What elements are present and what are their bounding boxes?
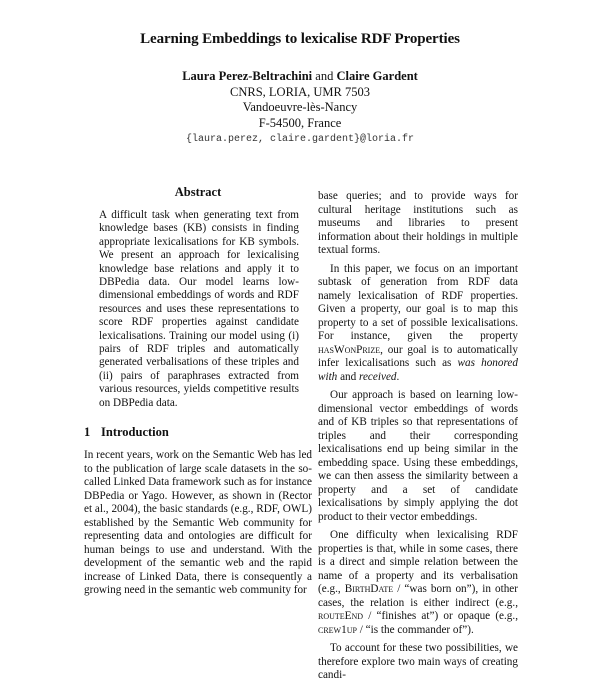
right-paragraph-4-text-d: / “is the commander of”). <box>356 623 474 636</box>
right-paragraph-4-text-a: One difficulty when lexicalising RDF properties is that, while in some cases, there is a direct and simple relation between the name of a property and its verbalisation (e.g., <box>318 529 518 595</box>
author-names <box>0 69 600 85</box>
author-email: {laura.perez, claire.gardent}@loria.fr <box>185 134 415 145</box>
property-crew1up: crew1up <box>318 623 357 636</box>
example-lexicalisation-1: was honored with <box>318 357 518 383</box>
section-number: 1 <box>84 425 91 439</box>
author-block <box>0 69 600 148</box>
property-routeend: routeEnd <box>318 610 364 622</box>
right-column-body <box>318 190 518 683</box>
left-column-body <box>84 449 312 598</box>
intro-paragraph-1: In recent years, work on the Semantic Web has led to the publication of large scale datasets in the so-called Linked Data framework such as for instance DBPedia or Yago. However, as shown in (Rector et al., 2004), the basic standards (e.g., RDF, OWL) established by the Semantic Web community for representing data and ontologies are difficult for human beings to use and understand. With the development of the semantic web and the rapid increase of Linked Data, there is consequently a growing need in the semantic web community for <box>84 449 312 596</box>
section-heading-introduction <box>84 425 312 440</box>
author-1: Laura Perez-Beltrachini <box>182 69 313 83</box>
author-postal: F-54500, France <box>258 115 342 130</box>
right-paragraph-2 <box>318 263 518 385</box>
right-paragraph-2-text-b: , our goal is to automatically infer lexicalisations such as <box>318 343 518 369</box>
section-title: Introduction <box>101 425 169 439</box>
property-haswonprize: hasWonPrize <box>318 343 381 356</box>
abstract-text <box>99 209 299 410</box>
example-lexicalisation-2: received <box>359 370 397 383</box>
paper-title: Learning Embeddings to lexicalise RDF Properties <box>140 31 460 47</box>
right-paragraph-3: Our approach is based on learning low-dimensional vector embeddings of words and of KB triples so that representations of triples and their corresponding lexicalisations end up being similar in the embedding space. Using these embeddings, we can then assess the similarity between a property and a set of candidate lexicalisations by simply applying the dot product to their vector embeddings. <box>318 389 518 523</box>
right-paragraph-2-text-a: In this paper, we focus on an important subtask of generation from RDF data namely lexicalisation of RDF properties. Given a property, our goal is to map this property to a set of possible lexicalisations. For instance, given the property <box>318 262 518 342</box>
author-city: Vandoeuvre-lès-Nancy <box>242 100 358 114</box>
right-paragraph-5: To account for these two possibilities, we therefore explore two main ways of creating candi- <box>318 642 518 681</box>
right-paragraph-4-text-b: / “was born on”), in other cases, the relation is either indirect (e.g., <box>318 583 518 609</box>
right-paragraph-1: base queries; and to provide ways for cultural heritage institutions such as museums and libraries to present information about their holdings in multiple textual forms. <box>318 190 518 256</box>
abstract-paragraph: A difficult task when generating text from knowledge bases (KB) consists in finding appropriate lexicalisations for KB symbols. We present an approach for lexicalising knowledge base relations and apply it to DBPedia data. Our model learns low-dimensional embeddings of words and RDF resources and uses these representations to score RDF properties against candidate lexicalisations. Training our model using (i) pairs of RDF triples and automatically generated verbalisations of these triples and (ii) pairs of paraphrases extracted from various resources, yields competitive results on DBPedia data. <box>99 209 299 409</box>
author-2: Claire Gardent <box>336 69 418 83</box>
right-paragraph-4-text-c: / “finishes at”) or opaque (e.g., <box>363 610 518 622</box>
abstract-heading: Abstract <box>174 185 222 199</box>
right-paragraph-2-text-d: . <box>396 370 400 383</box>
right-paragraph-2-text-c: and <box>337 370 360 383</box>
property-birthdate: BirthDate <box>344 583 394 595</box>
author-affiliation: CNRS, LORIA, UMR 7503 <box>230 84 370 99</box>
right-paragraph-4 <box>318 529 518 637</box>
author-conjunction: and <box>315 69 334 83</box>
